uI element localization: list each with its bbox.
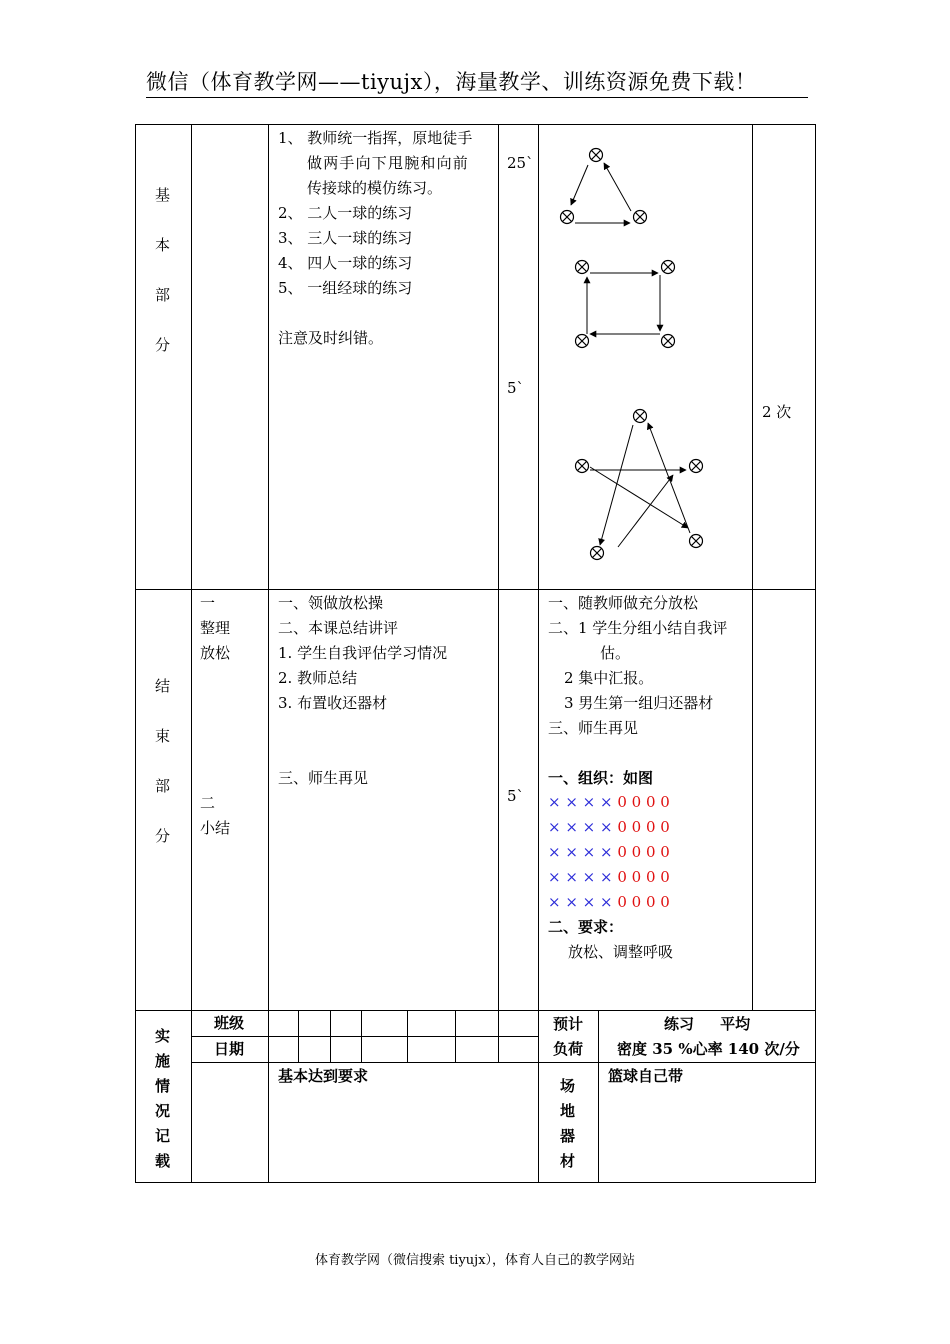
- page-footer: 体育教学网（微信搜索 tiyujx），体育人自己的教学网站: [314, 1253, 636, 1268]
- formation-row: [548, 790, 670, 815]
- venue-label: 场: [560, 1077, 576, 1095]
- section-char: 结: [155, 677, 171, 695]
- list-item: 2. 教师总结: [278, 669, 358, 687]
- sub-label: 放松: [200, 644, 231, 662]
- sub-label: 一: [200, 594, 216, 612]
- formation-x: × × × ×: [548, 893, 613, 911]
- col-divider: [498, 124, 499, 1011]
- venue-label: 材: [560, 1152, 576, 1170]
- section-char: 分: [155, 827, 171, 845]
- formation-row: [548, 815, 670, 840]
- list-item: 二、本课总结讲评: [278, 619, 399, 637]
- header-rule: [146, 97, 808, 98]
- list-item: 1. 学生自我评估学习情况: [278, 644, 448, 662]
- grid-line: [455, 1010, 456, 1063]
- section-char: 情: [155, 1077, 171, 1095]
- venue-label: 地: [560, 1102, 576, 1120]
- formation-o: 0 0 0 0: [617, 843, 670, 861]
- org-item: 估。: [600, 644, 631, 662]
- load-value: 密度 35 %心率 140 次/分: [617, 1040, 800, 1058]
- list-item: 3. 布置收还器材: [278, 694, 388, 712]
- requirements-title: 二、要求：: [548, 918, 624, 936]
- formation-o: 0 0 0 0: [617, 893, 670, 911]
- section-char: 分: [155, 336, 171, 354]
- list-item: 3、 三人一球的练习: [278, 229, 413, 247]
- list-item: 一、领做放松操: [278, 594, 384, 612]
- org-item: 二、1 学生分组小结自我评: [548, 619, 728, 637]
- triangle-diagram: [561, 149, 647, 224]
- row-divider: [191, 1062, 815, 1063]
- col-divider: [752, 124, 753, 1011]
- grid-line: [407, 1010, 408, 1063]
- section-char: 基: [155, 186, 171, 204]
- grid-line: [598, 1010, 599, 1183]
- grid-line: [298, 1010, 299, 1063]
- section-char: 记: [155, 1127, 171, 1145]
- class-label: 班级: [214, 1014, 245, 1032]
- sub-label: 小结: [200, 819, 231, 837]
- formation-row: [548, 840, 670, 865]
- section-char: 实: [155, 1027, 171, 1045]
- table-border-left: [135, 124, 136, 1183]
- formation-x: × × × ×: [548, 818, 613, 836]
- star-diagram: [576, 410, 703, 560]
- col-divider: [268, 124, 269, 1183]
- section-char: 本: [155, 236, 171, 254]
- count-label: 2 次: [762, 403, 792, 421]
- date-label: 日期: [214, 1040, 245, 1058]
- section-char: 况: [155, 1102, 171, 1120]
- org-item: 2 集中汇报。: [564, 669, 654, 687]
- table-border-bottom: [135, 1182, 815, 1183]
- list-item: 4、 四人一球的练习: [278, 254, 413, 272]
- grid-line: [498, 1010, 499, 1063]
- list-item: 做两手向下甩腕和向前: [307, 154, 470, 172]
- section-char: 施: [155, 1052, 171, 1070]
- section-char: 部: [155, 777, 171, 795]
- formation-o: 0 0 0 0: [617, 868, 670, 886]
- time-label: 5`: [507, 787, 525, 805]
- load-value: 练习 平均: [664, 1015, 751, 1033]
- sub-label: 二: [200, 794, 216, 812]
- note: 注意及时纠错。: [278, 329, 384, 347]
- org-title: 一、组织：如图: [548, 769, 654, 787]
- requirements-text: 放松、调整呼吸: [568, 943, 674, 961]
- list-item: 2、 二人一球的练习: [278, 204, 413, 222]
- table-border-right: [815, 124, 816, 1183]
- time-label: 5`: [507, 379, 525, 397]
- square-diagram: [576, 261, 675, 348]
- grid-line: [361, 1010, 362, 1063]
- formation-o: 0 0 0 0: [617, 818, 670, 836]
- col-divider: [191, 124, 192, 1183]
- formation-row: [548, 865, 670, 890]
- result-text: 基本达到要求: [278, 1067, 369, 1085]
- venue-label: 器: [560, 1127, 576, 1145]
- formation-o: 0 0 0 0: [617, 793, 670, 811]
- section-char: 束: [155, 727, 171, 745]
- org-item: 一、随教师做充分放松: [548, 594, 699, 612]
- list-item: 三、师生再见: [278, 769, 369, 787]
- formation-x: × × × ×: [548, 843, 613, 861]
- page-header: 微信（体育教学网——tiyujx），海量教学、训练资源免费下载！: [146, 70, 757, 94]
- section-char: 部: [155, 286, 171, 304]
- time-label: 25`: [507, 154, 534, 172]
- formation-row: [548, 890, 670, 915]
- passing-diagrams: [538, 125, 752, 589]
- load-label: 负荷: [553, 1040, 584, 1058]
- equipment-text: 篮球自己带: [608, 1067, 684, 1085]
- grid-line: [330, 1010, 331, 1063]
- sub-label: 整理: [200, 619, 231, 637]
- list-item: 1、 教师统一指挥，原地徒手: [278, 129, 473, 147]
- list-item: 5、 一组经球的练习: [278, 279, 413, 297]
- formation-x: × × × ×: [548, 793, 613, 811]
- org-item: 3 男生第一组归还器材: [564, 694, 714, 712]
- formation-x: × × × ×: [548, 868, 613, 886]
- row-divider: [135, 589, 815, 590]
- org-item: 三、师生再见: [548, 719, 639, 737]
- section-char: 载: [155, 1152, 171, 1170]
- load-label: 预计: [553, 1015, 584, 1033]
- list-item: 传接球的模仿练习。: [307, 179, 443, 197]
